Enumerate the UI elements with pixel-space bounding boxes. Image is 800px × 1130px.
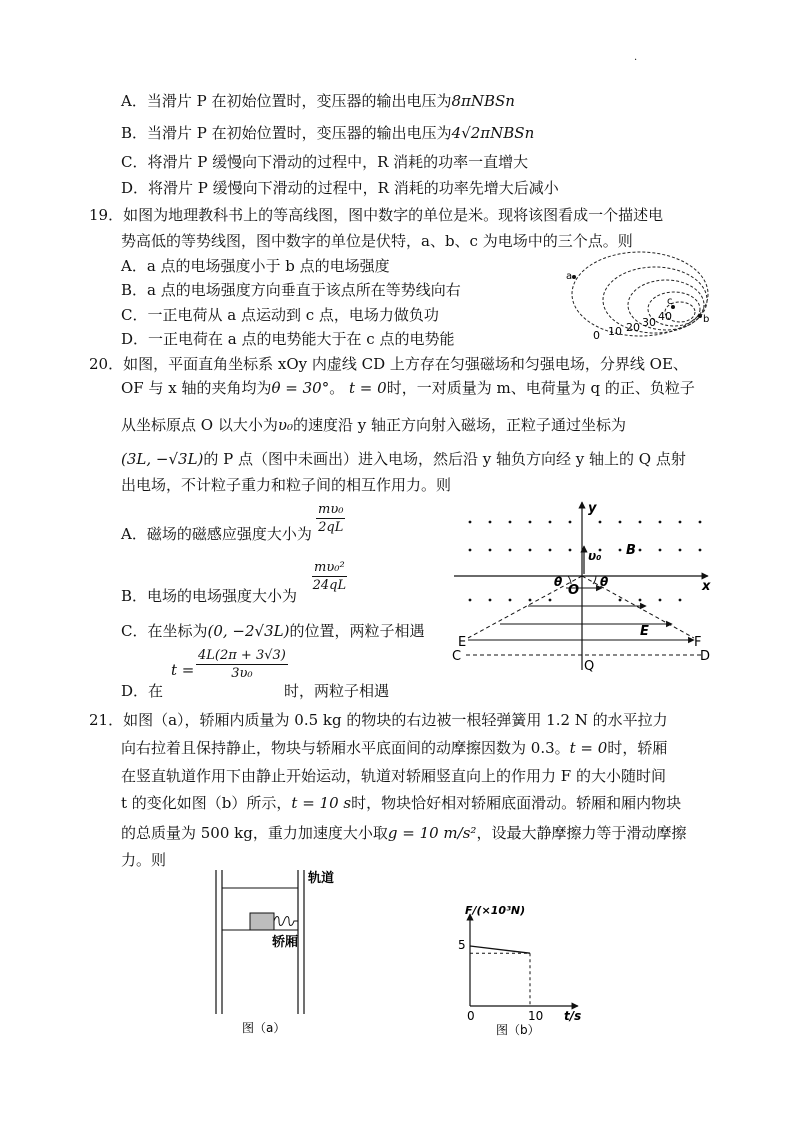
q20-field-figure	[450, 498, 720, 674]
q21-stem-line3: 在竖直轨道作用下由静止开始运动，轨道对轿厢竖直向上的作用力 F 的大小随时间	[121, 767, 666, 785]
tick-0: 0	[467, 1009, 475, 1023]
q21-stem-line2: 向右拉着且保持静止，物块与轿厢水平底面间的动摩擦因数为 0.3。t = 0时，轿厢	[121, 739, 668, 757]
label-v0: υ₀	[588, 549, 602, 563]
q21-stem-line5: 的总质量为 500 kg，重力加速度大小取g = 10 m/s²，设最大静摩擦力等于滑动摩擦	[121, 824, 687, 842]
tick-5: 5	[458, 938, 466, 952]
force-line	[470, 946, 530, 953]
q18-option-c: C．将滑片 P 缓慢向下滑动的过程中，R 消耗的功率一直增大	[121, 153, 529, 171]
block	[250, 913, 274, 930]
label-track: 轨道	[308, 871, 335, 886]
q19-option-c: C．一正电荷从 a 点运动到 c 点，电场力做负功	[121, 306, 439, 324]
caption-a: 图（a）	[242, 1021, 286, 1035]
q20-option-b-fraction: $\frac{\text{mυ₀²}}{24qL}$	[312, 560, 347, 593]
q20-option-d-b: 时，两粒子相遇	[284, 682, 390, 700]
label-theta-right: θ	[600, 575, 609, 589]
label-10: 10	[608, 325, 622, 338]
corner-dot: .	[634, 52, 638, 63]
q21-stem-line4: t 的变化如图（b）所示，t = 10 s时，物块恰好相对轿厢底面滑动。轿厢和厢内物块	[121, 794, 682, 812]
q19-option-b: B．a 点的电场强度方向垂直于该点所在等势线向右	[121, 281, 461, 299]
point-a-dot	[572, 275, 576, 279]
label-20: 20	[626, 321, 640, 334]
q21-stem-line6: 力。则	[121, 851, 167, 869]
q18-option-b: B．当滑片 P 在初始位置时，变压器的输出电压为4√2πNBSn	[121, 124, 535, 142]
q21-stem-line1: 21．如图（a），轿厢内质量为 0.5 kg 的物块的右边被一根轻弹簧用 1.2 N 的水平拉力	[89, 711, 668, 729]
q19-contour-figure	[560, 244, 720, 344]
label-0: 0	[593, 329, 600, 342]
q20-stem-line5: 出电场，不计粒子重力和粒子间的相互作用力。则	[121, 476, 452, 494]
tick-10: 10	[528, 1009, 544, 1023]
label-40: 40	[658, 310, 672, 323]
label-f-axis: F/(×10³N)	[465, 904, 526, 917]
q18-option-d: D．将滑片 P 缓慢向下滑动的过程中，R 消耗的功率先增大后减小	[121, 179, 559, 197]
q21-figure-b	[450, 904, 600, 1040]
q19-option-a: A．a 点的电场强度小于 b 点的电场强度	[121, 257, 390, 275]
q20-option-d-fraction: $\frac{4L(2\pi + 3√3)}{\text{3υ₀}}$	[198, 648, 286, 681]
label-b: b	[703, 314, 710, 325]
label-t-axis: t/s	[564, 1009, 582, 1023]
q20-stem-line3: 从坐标原点 O 以大小为υ₀的速度沿 y 轴正方向射入磁场，正粒子通过坐标为	[121, 416, 626, 434]
boundary-of	[582, 576, 694, 638]
label-x: x	[702, 579, 711, 594]
q21-figure-a	[200, 866, 350, 1041]
label-d-point: D	[700, 649, 711, 664]
label-c: c	[667, 296, 673, 307]
label-y: y	[588, 501, 597, 516]
q20-option-a-fraction: $\frac{\text{mυ₀}}{2qL}$	[318, 502, 344, 535]
q20-stem-line4: (3L, −√3L)的 P 点（图中未画出）进入电场，然后沿 y 轴负方向经 y 轴上的 Q 点射	[121, 450, 686, 468]
q20-option-b-label: B．电场的电场强度大小为	[121, 587, 298, 605]
q19-stem-line2: 势高低的等势线图，图中数字的单位是伏特，a、b、c 为电场中的三个点。则	[121, 232, 633, 250]
q20-option-d-a: D．在	[121, 682, 164, 700]
q20-option-a-label: A．磁场的磁感应强度大小为	[121, 525, 312, 543]
label-b: B	[626, 543, 636, 558]
caption-b: 图（b）	[496, 1023, 540, 1037]
q19-option-d: D．一正电荷在 a 点的电势能大于在 c 点的电势能	[121, 330, 455, 348]
q20-option-d-t: t =	[171, 661, 195, 679]
label-o: O	[568, 583, 580, 598]
label-f-point: F	[694, 635, 702, 650]
label-theta-left: θ	[554, 575, 563, 589]
q20-stem-line2: OF 与 x 轴的夹角均为θ = 30°。 t = 0时，一对质量为 m、电荷量为 q 的正、负粒子	[121, 379, 695, 397]
q19-stem-line1: 19．如图为地理教科书上的等高线图，图中数字的单位是米。现将该图看成一个描述电	[89, 206, 664, 224]
q20-option-c: C．在坐标为(0, −2√3L)的位置，两粒子相遇	[121, 622, 425, 640]
q20-stem-line1: 20．如图，平面直角坐标系 xOy 内虚线 CD 上方存在匀强磁场和匀强电场，分界线 OE、	[89, 355, 688, 373]
boundary-oe	[468, 576, 582, 638]
q18-option-a: A．当滑片 P 在初始位置时，变压器的输出电压为8πNBSn	[121, 92, 515, 110]
label-30: 30	[642, 316, 656, 329]
label-e-point: E	[458, 635, 467, 650]
label-car: 轿厢	[272, 935, 299, 950]
label-c-point: C	[452, 649, 462, 664]
label-q-point: Q	[584, 659, 595, 674]
label-a: a	[566, 271, 573, 282]
spring	[274, 917, 298, 926]
point-b-dot	[698, 314, 702, 318]
label-e-field: E	[640, 624, 649, 639]
